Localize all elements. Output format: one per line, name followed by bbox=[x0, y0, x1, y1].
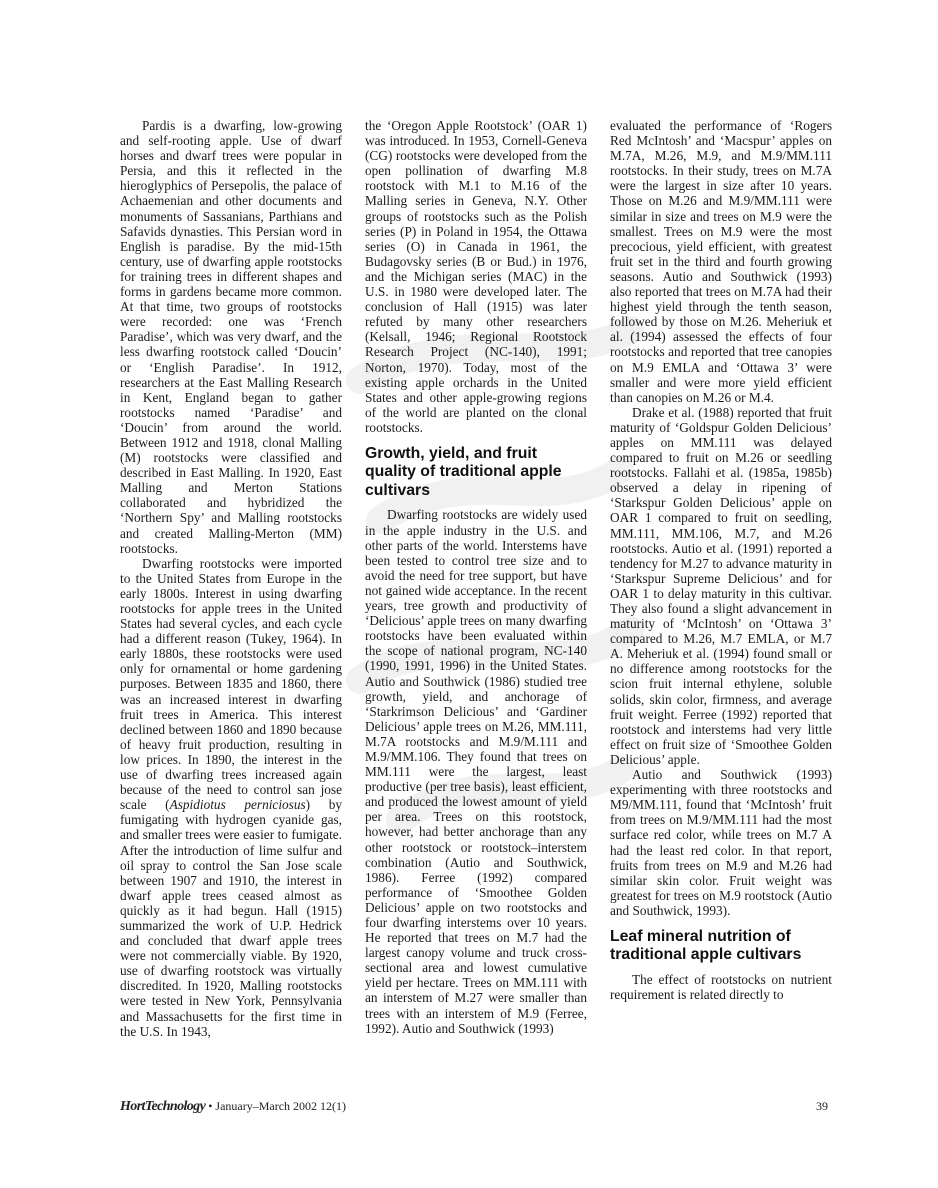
paragraph: The effect of rootstocks on nutrient requirement is related directly to bbox=[610, 971, 832, 1003]
column-3 bbox=[610, 118, 832, 1002]
column-2 bbox=[365, 118, 587, 1036]
paragraph: Autio and Southwick (1993) experimenting with three rootstocks and M9/MM.111, found that ‘McIntosh’ fruit from trees on M.9/MM.111 had the most surface red color, while trees on M.7 A had the least red color. In that report, fruits from trees on M.9 and M.26 had similar skin color. Fruit weight was greatest for trees on M.9 rootstock (Autio and Southwick, 1993). bbox=[610, 767, 832, 918]
paragraph: evaluated the performance of ‘Rogers Red McIntosh’ and ‘Macspur’ apples on M.7A, M.26, M.9, and M.9/MM.111 rootstocks. In their study, trees on M.7A were the largest in size after 10 years. Those on M.26 and M.9/MM.111 were similar in size and trees on M.9 were the smallest. Trees on M.9 were the most precocious, yield efficient, with greatest fruit set in the third and fourth growing seasons. Autio and Southwick (1993) also reported that trees on M.7A had their highest yield through the tenth season, followed by those on M.26. Meheriuk et al. (1994) assessed the effects of four rootstocks and reported that tree canopies on M.9 EMLA and ‘Ottawa 3’ were smaller and were more yield efficient than canopies on M.26 or M.4. bbox=[610, 118, 832, 405]
page-number: 39 bbox=[816, 1099, 828, 1113]
page-footer bbox=[120, 1098, 828, 1115]
paragraph: Pardis is a dwarfing, low-growing and self-rooting apple. Use of dwarf horses and dwarf trees were popular in Persia, and this it reflected in the hieroglyphics of Persepolis, the palace of Achaemenian and other documents and monuments of Sassanians, Parthians and Safavids dynasties. This Persian word in English is paradise. By the mid-15th century, use of dwarfing apple rootstocks for training trees in different shapes and forms in gardens became more common. At that time, two groups of rootstocks were recorded: one was ‘French Paradise’, which was very dwarf, and the less dwarfing rootstock called ‘Doucin’ or ‘English Paradise’. In 1912, researchers at the East Malling Research in Kent, England began to gather rootstocks named ‘Paradise’ and ‘Doucin’ from around the world. Between 1912 and 1918, clonal Malling (M) rootstocks were classified and described in East Malling. In 1920, East Malling and Merton Stations collaborated and hybridized the ‘Northern Spy’ and Malling rootstocks and created Malling-Merton (MM) rootstocks. bbox=[120, 118, 342, 556]
issue-info: • January–March 2002 12(1) bbox=[208, 1099, 347, 1113]
species-name: Aspidiotus perniciosus bbox=[169, 797, 306, 813]
text-span: Dwarfing rootstocks were imported to the United States from Europe in the early 1800s. Interest in using dwarfing rootstocks for apple trees in the United States had several cycles, and each cycle had a different reason (Tukey, 1964). In early 1880s, these rootstocks were used only for ornamental or home gardening purposes. Between 1835 and 1860, there was an increased interest in dwarfing fruit trees in America. This interest declined between 1860 and 1890 because of heavy fruit production, resulting in low prices. In 1890, the interest in the use of dwarfing trees increased again because of the need to control san jose scale ( bbox=[120, 555, 342, 813]
journal-logo: HortTechnology bbox=[120, 1099, 206, 1114]
paragraph: Drake et al. (1988) reported that fruit maturity of ‘Goldspur Golden Delicious’ apples on MM.111 was delayed compared to fruit on M.26 or seedling rootstocks. Fallahi et al. (1985a, 1985b) observed a delay in ripening of ‘Starkspur Golden Delicious’ apple on OAR 1 compared to fruit on seedling, MM.111, MM.106, M.7, and M.26 rootstocks. Autio et al. (1991) reported a tendency for M.27 to advance maturity in ‘Starkspur Supreme Delicious’ and for OAR 1 to delay maturity in this cultivar. They also found a slight advancement in maturity of ‘McIntosh’ on ‘Ottawa 3’ compared to M.26, M.7 EMLA, or M.7 A. Meheriuk et al. (1994) found small or no difference among rootstocks for the scion fruit internal ethylene, soluble solids, skin color, firmness, and average fruit weight. Ferree (1992) reported that rootstock and interstems had very little effect on fruit size of ‘Smoothee Golden Delicious’ apple. bbox=[610, 404, 832, 767]
paragraph: Dwarfing rootstocks are widely used in the apple industry in the U.S. and other parts of the world. Interstems have been tested to control tree size and to avoid the need for tree support, but have not gained wide acceptance. In the recent years, tree growth and productivity of ‘Delicious’ apple trees on many dwarfing rootstocks have been evaluated within the scope of national program, NC-140 (1990, 1991, 1996) in the United States. Autio and Southwick (1986) studied tree growth, yield, and anchorage of ‘Starkrimson Delicious’ and ‘Gardiner Delicious’ apple trees on M.26, MM.111, M.7A rootstocks and M.9/M.111 and M.9/MM.106. They found that trees on MM.111 were the largest, least productive (per tree basis), least efficient, and produced the lowest amount of yield per area. Trees on this rootstock, however, had better anchorage than any other rootstock or rootstock–interstem combination (Autio and Southwick, 1986). Ferree (1992) compared performance of ‘Smoothee Golden Delicious’ apple on two rootstocks and four dwarfing interstems over 10 years. He reported that trees on M.7 had the largest canopy volume and truck cross-sectional area and lowest cumulative yield per hectare. Trees on MM.111 with an interstem of M.27 were smaller than trees with an interstem of M.9 (Ferree, 1992). Autio and Southwick (1993) bbox=[365, 507, 587, 1036]
text-span: ) by fumigating with hydrogen cyanide gas, and smaller trees were easier to fumigate. After the introduction of lime sulfur and oil spray to control the San Jose scale between 1907 and 1910, the interest in dwarf apple trees ceased almost as quickly as it had begun. Hall (1915) summarized the work of U.P. Hedrick and concluded that dwarf apple trees were not commercially viable. By 1920, use of dwarfing rootstock was virtually discredited. In 1920, Malling rootstocks were tested in New York, Pennsylvania and Massachusetts for the first time in the U.S. In 1943, bbox=[120, 797, 342, 1039]
section-heading: Growth, yield, and fruit quality of traditional apple cultivars bbox=[365, 444, 562, 499]
column-1 bbox=[120, 118, 342, 1039]
paragraph bbox=[120, 556, 342, 1039]
paragraph: the ‘Oregon Apple Rootstock’ (OAR 1) was introduced. In 1953, Cornell-Geneva (CG) rootstocks were developed from the open pollination of dwarfing M.8 rootstock with M.1 to M.16 of the Malling series in Geneva, N.Y. Other groups of rootstocks such as the Polish series (P) in Poland in 1954, the Ottawa series (O) in Canada in 1961, the Budagovsky series (B or Bud.) in 1976, and the Michigan series (MAC) in the U.S. in 1980 were developed later. The conclusion of Hall (1915) was later refuted by many other researchers (Kelsall, 1946; Regional Rootstock Research Project (NC-140), 1991; Norton, 1970). Today, most of the existing apple orchards in the United States and other apple-growing regions of the world are planted on the clonal rootstocks. bbox=[365, 118, 587, 435]
section-heading: Leaf mineral nutrition of traditional apple cultivars bbox=[610, 927, 802, 964]
